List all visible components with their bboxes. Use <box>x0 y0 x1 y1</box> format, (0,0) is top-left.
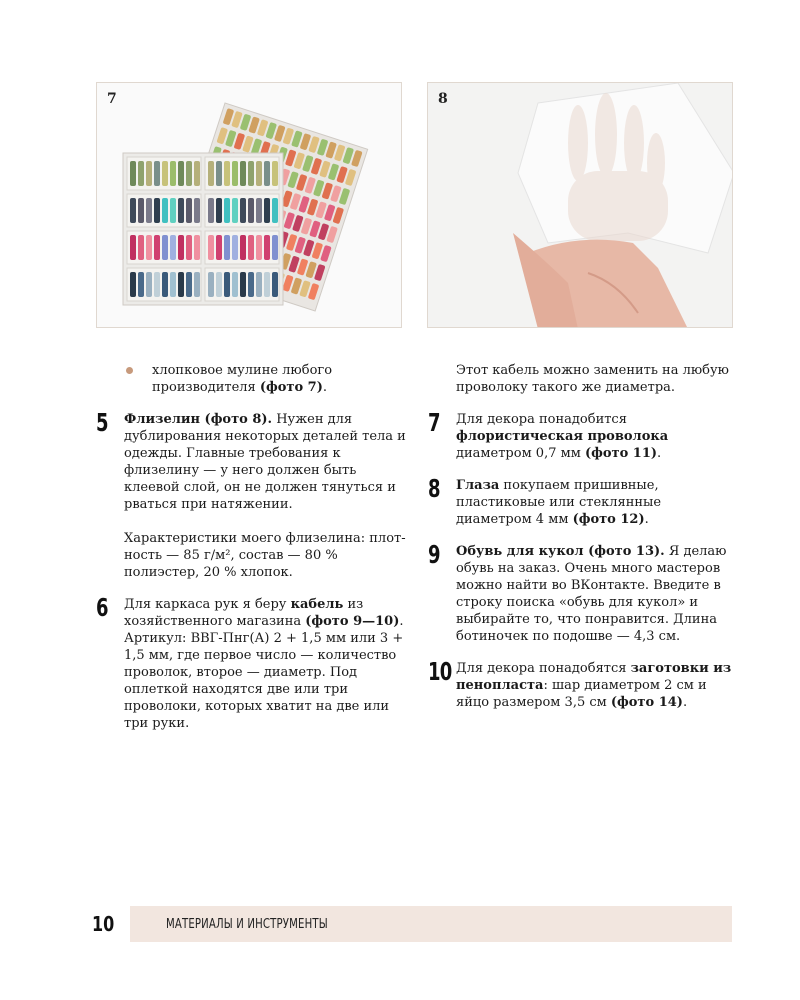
photo-8 <box>427 82 733 328</box>
item-number: 5 <box>96 408 108 437</box>
item-text: из хозяйственного магазина <box>124 597 364 629</box>
item-text: . <box>644 512 649 527</box>
item-text: : шар диаметром 2 см и яйцо размером 3,5 см <box>456 678 707 710</box>
item-bold: заготовки из пенопласта <box>456 661 732 693</box>
photo-7 <box>96 82 402 328</box>
list-item <box>96 362 406 396</box>
intro-paragraph: Этот кабель можно заменить на любую проволоку такого же диаметра. <box>456 363 729 395</box>
bullet-bold: (фото 7) <box>259 380 323 395</box>
item-5 <box>96 408 406 581</box>
item-paragraph <box>456 660 734 711</box>
item-paragraph <box>456 411 734 462</box>
item-paragraph <box>124 411 406 513</box>
bullet-text: хлопковое мулине любого производителя <box>152 363 333 395</box>
item-text: . <box>682 695 688 710</box>
item-paragraph <box>456 477 734 528</box>
item-text: Для декора понадобятся <box>456 661 631 676</box>
item-8 <box>428 474 734 528</box>
right-column <box>428 362 734 726</box>
photo-number: 7 <box>107 91 117 107</box>
item-text: Я делаю обувь на заказ. Очень много мастеров можно найти во ВКонтакте. Введите в строку поиска «обувь для кукол» и выбирайте то, что понравится. Длина ботиночек по подошве — 4,3 см. <box>456 544 727 644</box>
hand-interfacing-image <box>428 83 733 328</box>
item-text: Для декора понадобится <box>456 412 627 427</box>
item-text: . <box>657 446 662 461</box>
item-text: Для каркаса рук я беру <box>124 597 291 612</box>
section-title: МАТЕРИАЛЫ И ИНСТРУМЕНТЫ <box>166 917 328 932</box>
item-text: Нужен для дублирования некоторых деталей тела и одежды. Главные требования к флизелину — у него должен быть клеевой слой, он не должен тянуться и рваться при натяжении. <box>124 412 406 512</box>
item-text: покупаем пришивные, пластиковые или стеклянные диаметром 4 мм <box>456 478 662 527</box>
item-bold: кабель <box>290 597 344 612</box>
bullet-icon <box>126 367 133 374</box>
thread-boxes-image <box>97 83 402 328</box>
item-10 <box>428 657 734 711</box>
item-bold: Глаза <box>456 478 500 493</box>
item-number: 9 <box>428 540 440 569</box>
item-6 <box>96 593 406 732</box>
left-column <box>96 362 406 747</box>
page-number: 10 <box>92 912 115 936</box>
item-bold: (фото 14) <box>610 695 683 710</box>
item-text: Характеристики моего флизелина: плотность — 85 г/м², состав — 80 % полиэстер, 20 % хлопок. <box>124 531 406 580</box>
item-bold: (фото 9—10) <box>305 614 400 629</box>
photo-number: 8 <box>438 91 448 107</box>
item-number: 6 <box>96 593 108 622</box>
item-paragraph <box>456 543 734 645</box>
item-paragraph-2 <box>124 530 406 581</box>
item-text: диаметром 0,7 мм <box>456 446 585 461</box>
bullet-end: . <box>322 380 327 395</box>
item-text: . Артикул: ВВГ-Пнг(А) 2 + 1,5 мм или 3 + 1,5 мм, где первое число — количество проволок, второе — диаметр. Под оплеткой находятся две или три проволоки, которых хватит на две или три руки. <box>124 614 404 731</box>
item-bold: флористическая проволока <box>456 429 669 444</box>
item-number: 10 <box>428 657 452 686</box>
item-9 <box>428 540 734 645</box>
item-number: 7 <box>428 408 440 437</box>
item-bold: (фото 12) <box>572 512 645 527</box>
item-7 <box>428 408 734 462</box>
item-bold: Флизелин (фото 8). <box>124 412 273 427</box>
item-bold: Обувь для кукол (фото 13). <box>456 544 665 559</box>
item-bold: (фото 11) <box>584 446 658 461</box>
item-paragraph <box>124 596 406 732</box>
item-number: 8 <box>428 474 440 503</box>
